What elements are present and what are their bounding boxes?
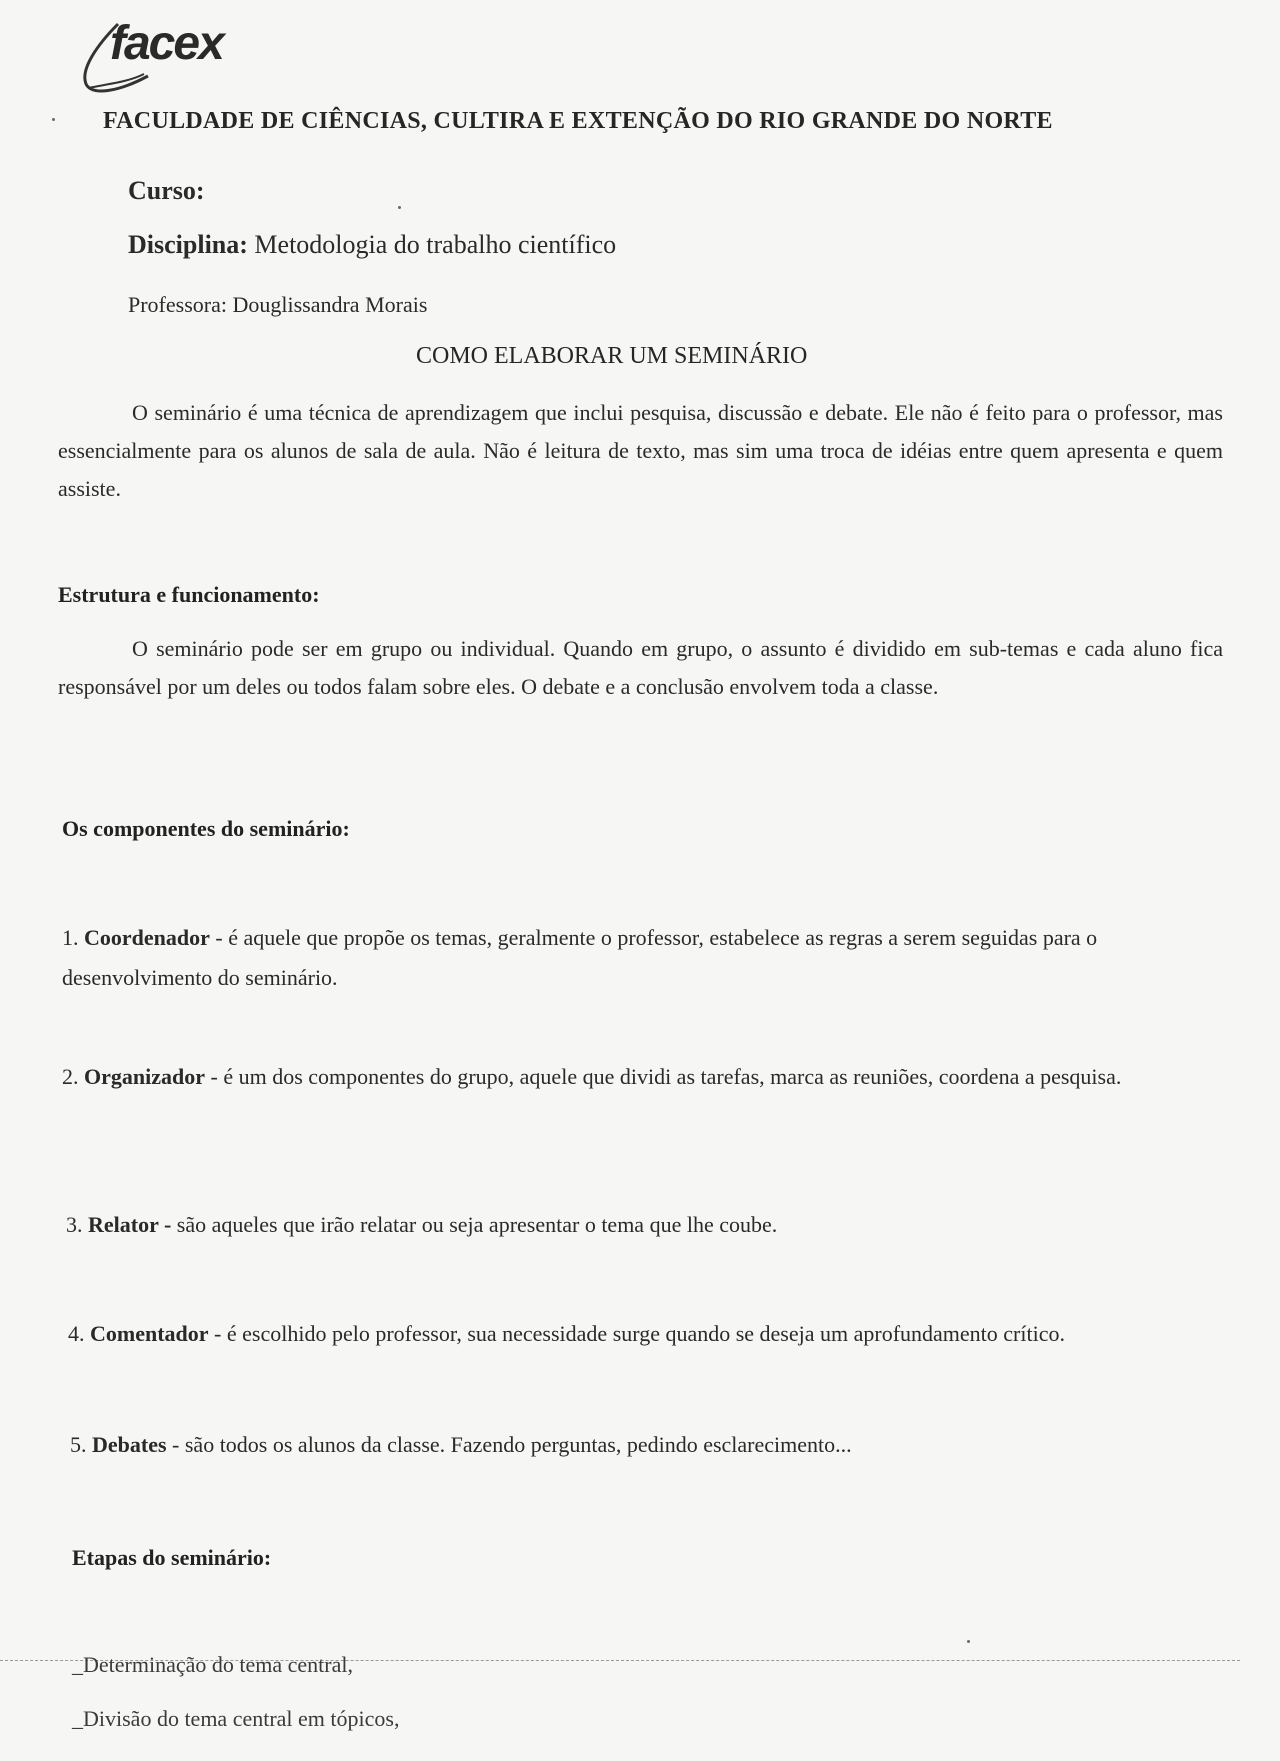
component-term: Debates	[92, 1432, 167, 1457]
disciplina-label: Disciplina:	[128, 230, 248, 259]
professora-line: Professora: Douglissandra Morais	[128, 292, 428, 317]
facex-logo	[78, 14, 258, 104]
curso-field	[128, 176, 205, 206]
component-number: 1.	[62, 925, 79, 950]
component-desc: - são todos os alunos da classe. Fazendo perguntas, pedindo esclarecimento...	[166, 1432, 852, 1457]
logo-text: facex	[110, 17, 223, 70]
etapa-step: _Divisão do tema central em tópicos,	[72, 1706, 400, 1731]
component-number: 4.	[68, 1321, 85, 1346]
component-number: 5.	[70, 1432, 87, 1457]
componentes-heading: Os componentes do seminário:	[62, 816, 350, 841]
scan-speck	[52, 118, 55, 121]
component-item	[70, 1425, 1240, 1465]
component-item	[66, 1205, 1236, 1245]
component-item	[62, 1057, 1232, 1097]
component-desc: - é escolhido pelo professor, sua necessidade surge quando se deseja um aprofundamento crítico.	[208, 1321, 1065, 1346]
component-desc: - é aquele que propõe os temas, geralmente o professor, estabelece as regras a serem seguidas para o desenvolvimento do seminário.	[62, 925, 1098, 990]
scan-speck	[398, 206, 401, 209]
document-title: COMO ELABORAR UM SEMINÁRIO	[416, 343, 808, 369]
disciplina-value: Metodologia do trabalho científico	[254, 230, 617, 259]
component-number: 3.	[66, 1212, 83, 1237]
intro-paragraph: O seminário é uma técnica de aprendizagem que inclui pesquisa, discussão e debate. Ele não é feito para o professor, mas essencialmente para os alunos de sala de aula. Não é leitura de texto, mas sim uma troca de idéias entre quem apresenta e quem assiste.	[58, 400, 1223, 501]
component-term: Organizador	[84, 1064, 205, 1089]
component-item	[68, 1314, 1238, 1354]
estrutura-heading: Estrutura e funcionamento:	[58, 582, 320, 607]
scan-speck	[967, 1640, 970, 1643]
estrutura-paragraph: O seminário pode ser em grupo ou individual. Quando em grupo, o assunto é dividido em sub-temas e cada aluno fica responsável por um deles ou todos falam sobre eles. O debate e a conclusão envolvem toda a classe.	[58, 636, 1223, 699]
component-desc: - é um dos componentes do grupo, aquele que dividi as tarefas, marca as reuniões, coordena a pesquisa.	[205, 1064, 1122, 1089]
component-number: 2.	[62, 1064, 79, 1089]
disciplina-field	[128, 230, 616, 260]
etapa-step: _Determinação do tema central,	[72, 1652, 353, 1677]
component-term: Comentador	[90, 1321, 209, 1346]
component-item	[62, 918, 1232, 998]
institution-name: FACULDADE DE CIÊNCIAS, CULTIRA E EXTENÇÃO DO RIO GRANDE DO NORTE	[103, 108, 1053, 134]
etapas-heading: Etapas do seminário:	[72, 1545, 272, 1570]
curso-label: Curso:	[128, 176, 205, 205]
component-term: Relator -	[88, 1212, 172, 1237]
component-term: Coordenador	[84, 925, 210, 950]
component-desc: são aqueles que irão relatar ou seja apresentar o tema que lhe coube.	[171, 1212, 778, 1237]
